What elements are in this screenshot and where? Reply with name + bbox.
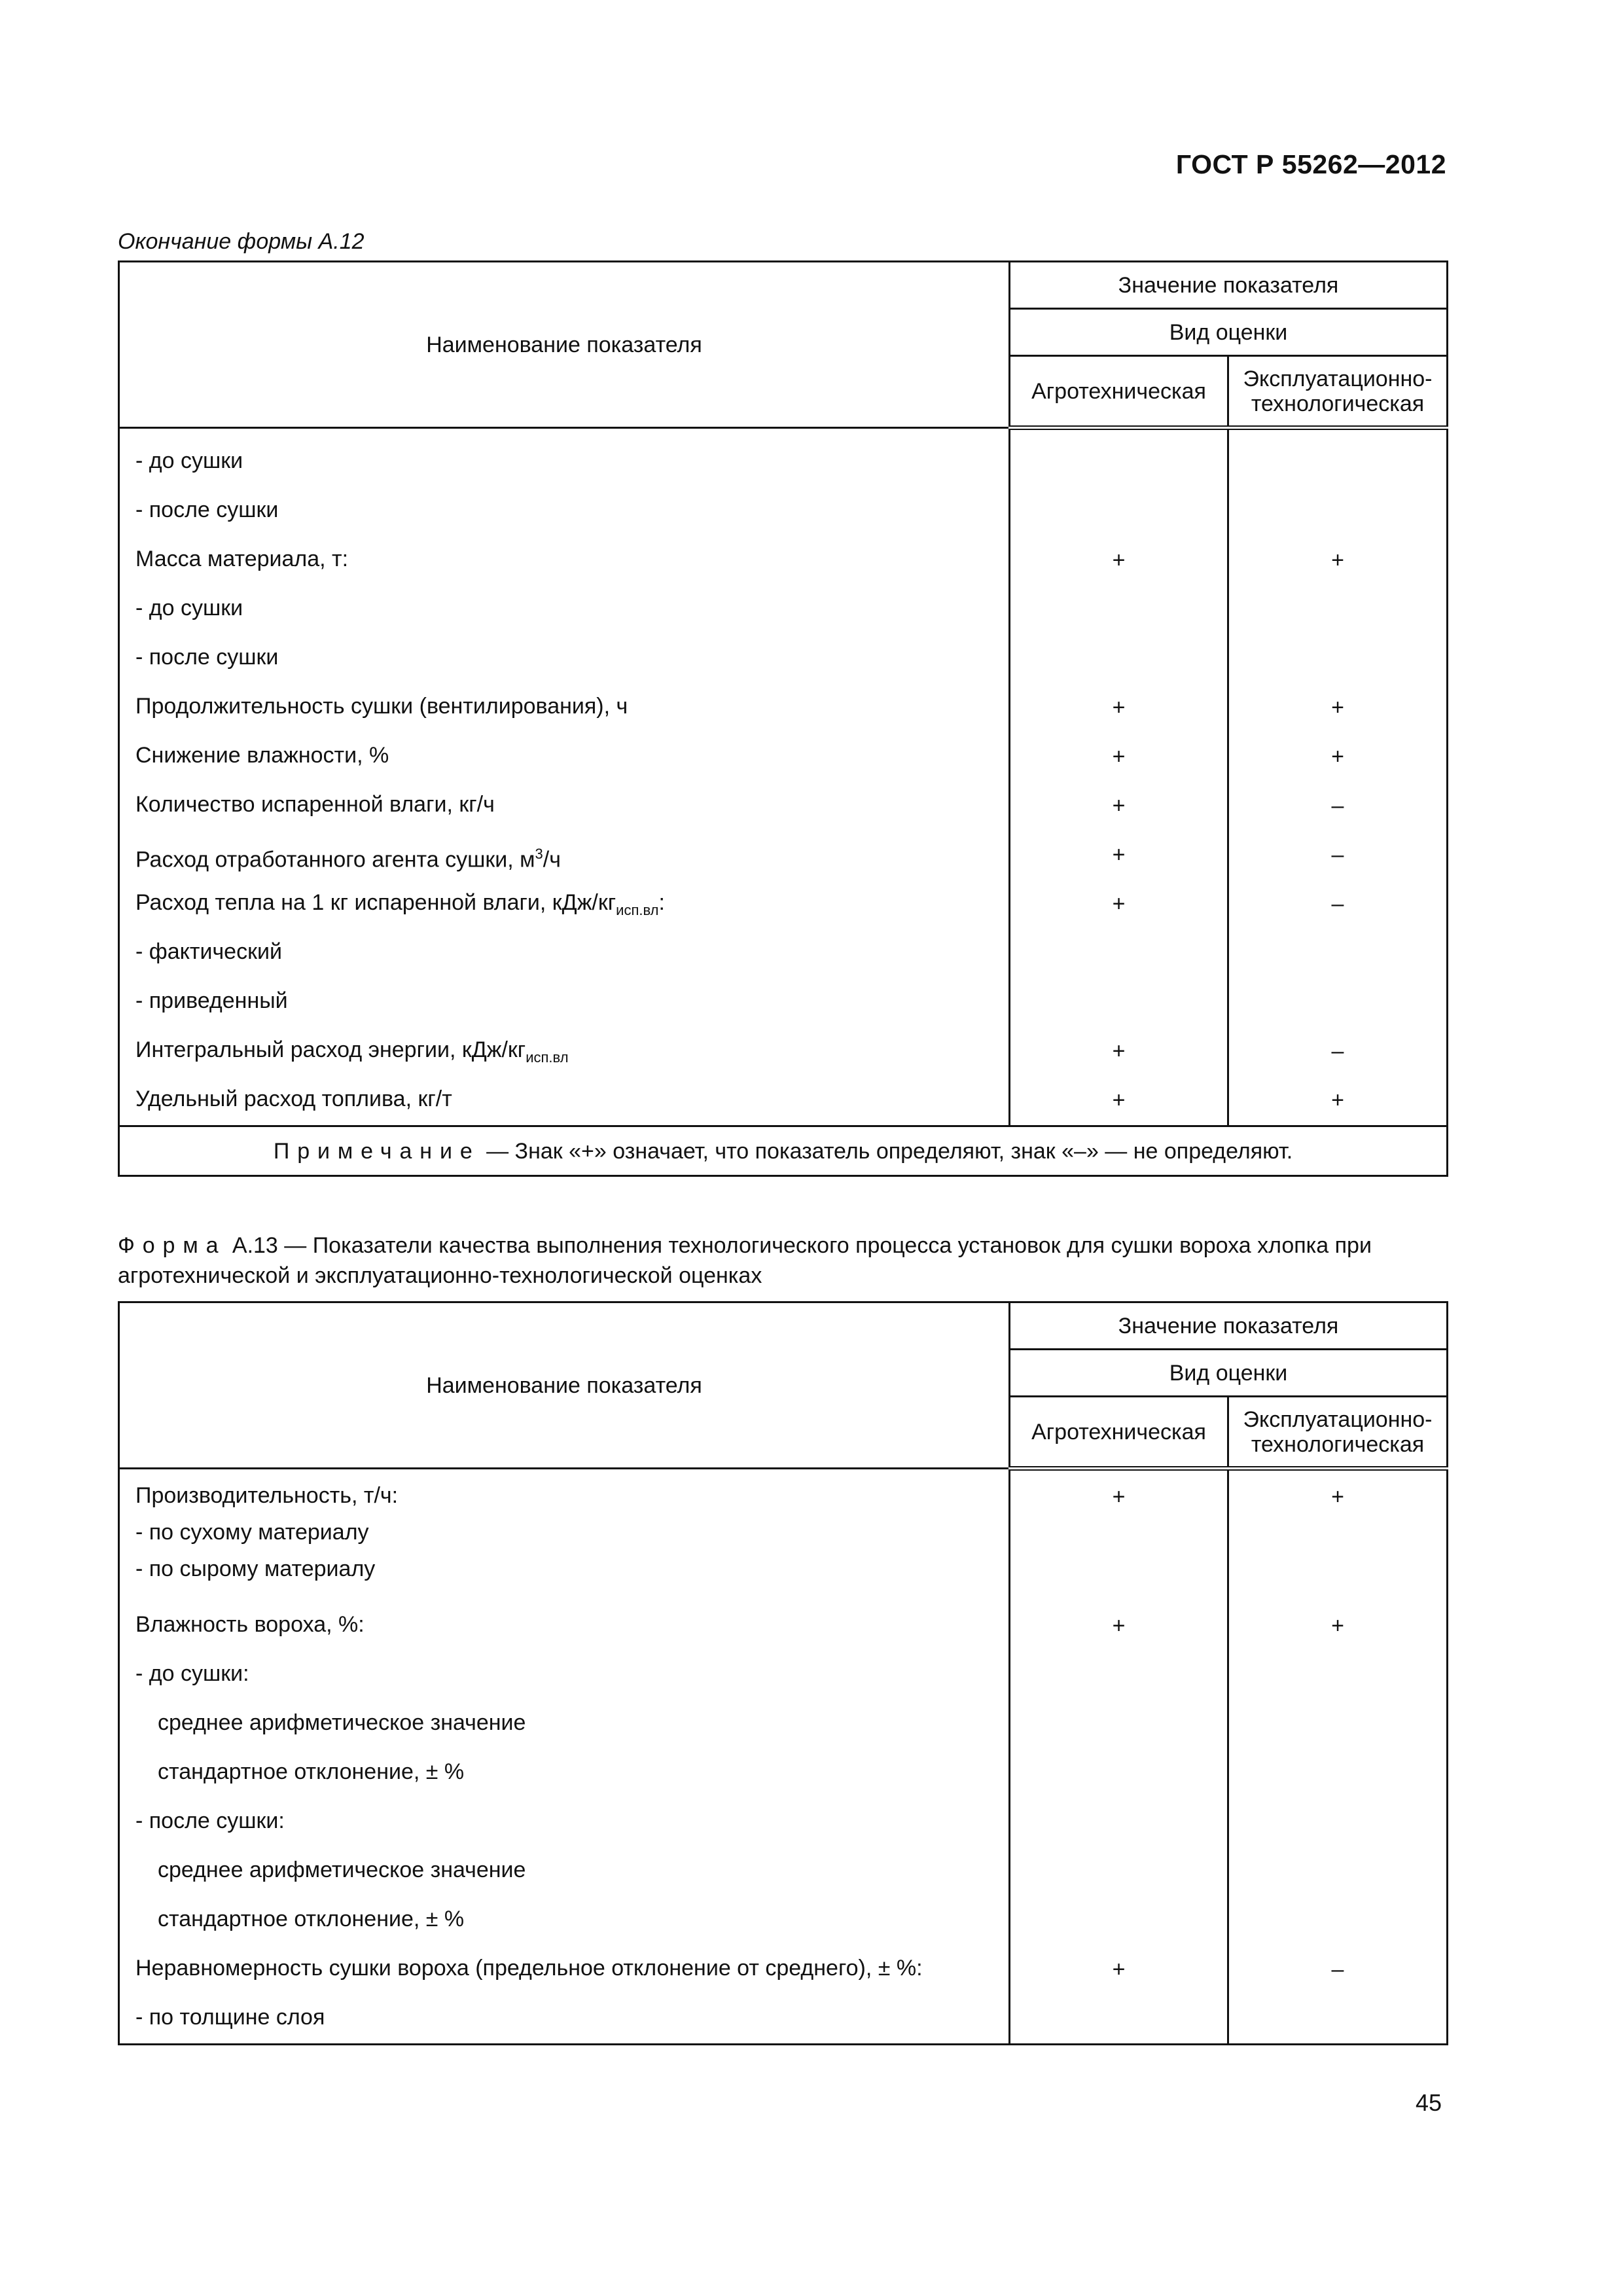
exp-mark: –: [1331, 842, 1344, 867]
exp-mark: [1229, 438, 1446, 487]
agro-mark: [1010, 1994, 1227, 2043]
exp-mark: –: [1331, 793, 1344, 818]
standard-number: ГОСТ Р 55262—2012: [1175, 149, 1446, 179]
form-label: Форма: [118, 1233, 226, 1258]
agro-mark: +: [1112, 891, 1126, 916]
exp-mark: [1229, 929, 1446, 978]
exp-mark: [1229, 1552, 1446, 1588]
table1-caption: Окончание формы А.12: [118, 229, 365, 254]
agro-mark: +: [1112, 1039, 1126, 1064]
exp-mark: +: [1331, 1484, 1344, 1509]
exp-mark: –: [1331, 891, 1344, 916]
exp-mark: +: [1331, 1613, 1344, 1638]
exp-mark: [1229, 1749, 1446, 1798]
agro-mark: [1010, 929, 1227, 978]
label-tail: /ч: [543, 847, 561, 872]
label-superscript: 3: [535, 846, 543, 862]
table-row-label: среднее арифметическое значение: [158, 1710, 526, 1735]
table-row-label: - до сушки: [135, 596, 243, 620]
agro-mark: [1010, 1749, 1227, 1798]
agro-mark: [1010, 585, 1227, 634]
agro-mark: [1010, 1896, 1227, 1945]
table-row-label: - по сырому материалу: [135, 1556, 376, 1581]
exp-mark: [1229, 1651, 1446, 1700]
table1-header-type: Вид оценки: [1010, 309, 1448, 356]
note-text: — Знак «+» означает, что показатель определяют, знак «–» — не определяют.: [480, 1138, 1293, 1164]
agro-mark: +: [1112, 548, 1126, 573]
table1-header-exp-line1: Эксплуатационно-: [1243, 366, 1433, 391]
table2: [118, 1301, 1448, 2045]
exp-mark: +: [1331, 744, 1344, 769]
table-row-label: среднее арифметическое значение: [158, 1857, 526, 1882]
table2-header-type: Вид оценки: [1010, 1350, 1448, 1397]
table-row-label: - до сушки: [135, 448, 243, 473]
table-row-label: стандартное отклонение, ± %: [158, 1907, 465, 1931]
agro-mark: +: [1112, 1613, 1126, 1638]
table-row-label: - после сушки: [135, 645, 279, 670]
agro-mark: [1010, 1798, 1227, 1847]
exp-mark: [1229, 585, 1446, 634]
exp-mark: +: [1331, 1088, 1344, 1113]
table-row-label: Неравномерность сушки вороха (предельное отклонение от среднего), ± %:: [135, 1956, 923, 1981]
table-row-label: [120, 878, 1008, 927]
table-row-label: - приведенный: [135, 988, 288, 1013]
table2-caption: [118, 1230, 1446, 1291]
agro-mark: [1010, 978, 1227, 1027]
exp-mark: [1229, 1700, 1446, 1749]
exp-mark: [1229, 634, 1446, 683]
table2-header-name: Наименование показателя: [119, 1302, 1010, 1469]
exp-mark: [1229, 1515, 1446, 1552]
label-subscript: исп.вл: [526, 1049, 569, 1066]
table-row-label: - по сухому материалу: [135, 1520, 369, 1545]
exp-mark: [1229, 978, 1446, 1027]
agro-mark: [1010, 1552, 1227, 1588]
table-row-label: Снижение влажности, %: [135, 743, 389, 768]
agro-mark: +: [1112, 1088, 1126, 1113]
table-row-label: Влажность вороха, %:: [135, 1612, 365, 1637]
label-text: Расход отработанного агента сушки, м: [135, 847, 535, 872]
table-row-label: [120, 1026, 1008, 1075]
form-caption-text: А.13 — Показатели качества выполнения технологического процесса установок для сушки вороха хлопка при агротехнической и эксплуатационно-технологической оценках: [118, 1233, 1372, 1288]
note-label: Примечание: [273, 1138, 480, 1164]
agro-mark: [1010, 487, 1227, 536]
table-row-label: Производительность, т/ч:: [135, 1483, 399, 1508]
exp-mark: [1229, 1994, 1446, 2043]
table2-header-value: Значение показателя: [1010, 1302, 1448, 1350]
agro-mark: +: [1112, 1957, 1126, 1982]
table1-header-agro: Агротехническая: [1010, 356, 1228, 428]
agro-mark: +: [1112, 793, 1126, 818]
table-row-label: - после сушки: [135, 497, 279, 522]
page-number: 45: [1415, 2089, 1442, 2116]
table2-body: [119, 1469, 1448, 2045]
agro-mark: +: [1112, 695, 1126, 720]
label-tail: :: [658, 890, 665, 915]
agro-mark: +: [1112, 744, 1126, 769]
table-row-label: [120, 829, 1008, 878]
exp-mark: [1229, 1847, 1446, 1896]
label-text: Интегральный расход энергии, кДж/кг: [135, 1037, 526, 1062]
table1-header-exp-line2: технологическая: [1251, 391, 1425, 416]
exp-mark: +: [1331, 548, 1344, 573]
table2-header-agro: Агротехническая: [1010, 1397, 1228, 1469]
table2-labels: [119, 1469, 1010, 2045]
label-subscript: исп.вл: [616, 901, 659, 918]
table1: [118, 260, 1448, 1177]
agro-mark: +: [1112, 842, 1126, 867]
table-row-label: Масса материала, т:: [135, 547, 349, 571]
table1-body: [119, 428, 1448, 1126]
label-text: Расход тепла на 1 кг испаренной влаги, кДж/кг: [135, 890, 616, 915]
table1-exp-column: [1228, 428, 1448, 1126]
table1-agro-column: [1010, 428, 1228, 1126]
table1-header-name: Наименование показателя: [119, 262, 1010, 428]
agro-mark: [1010, 1515, 1227, 1552]
table-row-label: Удельный расход топлива, кг/т: [135, 1086, 452, 1111]
table1-header-exploitation: [1228, 356, 1448, 428]
exp-mark: [1229, 1896, 1446, 1945]
table-row-label: - фактический: [135, 939, 282, 964]
exp-mark: –: [1331, 1957, 1344, 1982]
agro-mark: [1010, 634, 1227, 683]
agro-mark: [1010, 438, 1227, 487]
table2-agro-column: [1010, 1469, 1228, 2045]
table1-labels: [119, 428, 1010, 1126]
table-row-label: Продолжительность сушки (вентилирования), ч: [135, 694, 628, 719]
agro-mark: +: [1112, 1484, 1126, 1509]
table-row-label: стандартное отклонение, ± %: [158, 1759, 465, 1784]
table-row-label: - до сушки:: [135, 1661, 249, 1686]
table-row-label: Количество испаренной влаги, кг/ч: [135, 792, 495, 817]
agro-mark: [1010, 1651, 1227, 1700]
table-row-label: - после сушки:: [135, 1808, 285, 1833]
exp-mark: +: [1331, 695, 1344, 720]
exp-mark: [1229, 1798, 1446, 1847]
exp-mark: –: [1331, 1039, 1344, 1064]
table2-header-exp-line1: Эксплуатационно-: [1243, 1407, 1433, 1432]
table2-exp-column: [1228, 1469, 1448, 2045]
agro-mark: [1010, 1847, 1227, 1896]
agro-mark: [1010, 1700, 1227, 1749]
table-row-label: - по толщине слоя: [135, 2005, 325, 2030]
table2-header-exp-line2: технологическая: [1251, 1431, 1425, 1457]
table2-header-exploitation: [1228, 1397, 1448, 1469]
table1-note: [119, 1126, 1448, 1176]
exp-mark: [1229, 487, 1446, 536]
table1-header-value: Значение показателя: [1010, 262, 1448, 309]
